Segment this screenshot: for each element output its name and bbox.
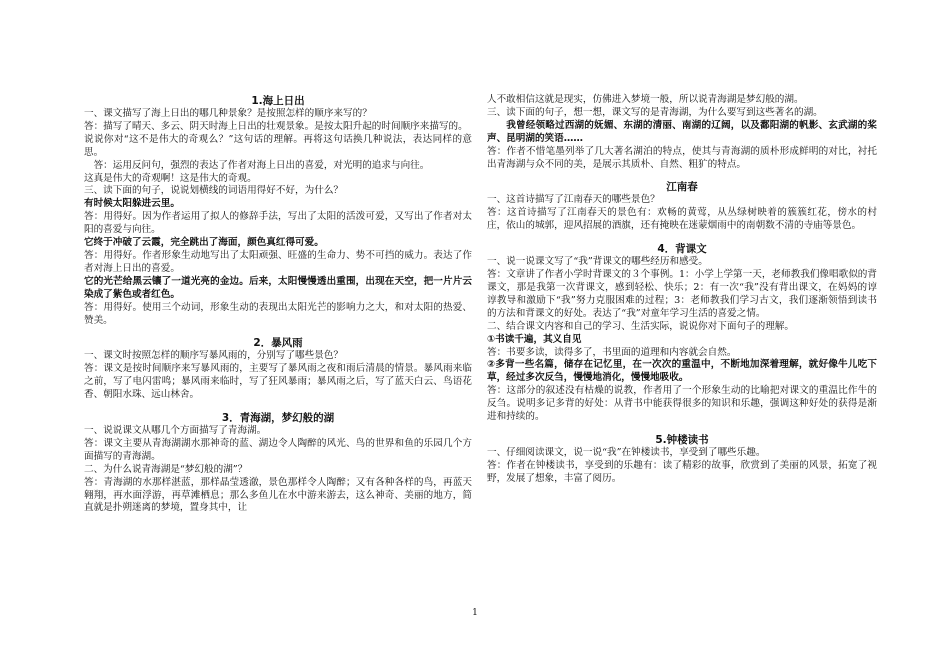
- quoted-sentence: 它终于冲破了云霞，完全跳出了海面，颜色真红得可爱。: [84, 237, 324, 249]
- section-title: 4．背课文: [657, 243, 707, 256]
- paragraph: 二、结合课文内容和自己的学习、生活实际，说说你对下面句子的理解。: [487, 320, 794, 332]
- quoted-sentence: 有时候太阳躲进云里。: [84, 198, 180, 210]
- section-title: 3．青海湖，梦幻般的湖: [221, 412, 335, 425]
- section-gap: [487, 171, 877, 180]
- paragraph: 二、为什么说青海湖是“梦幻般的湖”？: [84, 463, 248, 475]
- paragraph: 人不敢相信这就是现实，仿佛进入梦境一般，所以说青海湖是梦幻般的湖。: [487, 94, 804, 105]
- paragraph: 答：书要多读，读得多了，书里面的道理和内容就会自然。: [487, 346, 737, 358]
- section-title: 5.钟楼读书: [655, 433, 709, 446]
- quoted-sentence: 我曾经领略过西湖的妩媚、东湖的清丽、南湖的辽阔，以及鄱阳湖的帆影、玄武湖的桨声、昆明湖的笑语……: [487, 119, 877, 144]
- page-number: 1: [472, 608, 478, 618]
- paragraph: 一、说说课文从哪几个方面描写了青海湖。: [84, 425, 267, 437]
- section-title: 1.海上日出: [251, 95, 305, 107]
- quoted-sentence: ①书读千遍，其义自见: [487, 333, 582, 345]
- paragraph: 答：作者不惜笔墨列举了几大著名湖泊的特点，使其与青海湖的质朴形成鲜明的对比，衬托出青海湖与众不同的美，是展示其质朴、自然、粗犷的特点。: [487, 145, 877, 170]
- paragraph: 答：这部分的叙述没有枯燥的说教，作者用了一个形象生动的比喻把对课文的重温比作牛的反刍。说明多记多背的好处：从背书中能获得很多的知识和乐趣，强调这种好处的获得是渐进和持续的。: [487, 385, 877, 423]
- paragraph: 答：作者在钟楼读书，享受到的乐趣有：读了精彩的故事，欣赏到了美丽的风景，拓宽了视野，发展了想象，丰富了阅历。: [487, 459, 877, 484]
- paragraph: 答：用得好。作者形象生动地写出了太阳顽强、旺盛的生命力、势不可挡的威力。表达了作者对海上日出的喜爱。: [84, 249, 472, 274]
- section-title: 江南春: [666, 181, 698, 194]
- quoted-sentence: 它的光芒给黑云镶了一道光亮的金边。后来，太阳慢慢透出重围，出现在天空，把一片片云染成了紫色或者红色。: [84, 275, 472, 300]
- paragraph: 答：用得好。因为作者运用了拟人的修辞手法，写出了太阳的活泼可爱，又写出了作者对太阳的喜爱与向往。: [84, 211, 472, 236]
- paragraph: 答：运用反问句，强烈的表达了作者对海上日出的喜爱，对光明的追求与向往。: [84, 159, 430, 171]
- paragraph: 答：这首诗描写了江南春天的景色有：欢畅的黄莺，从丛绿树映着的簇簇红花，傍水的村庄，依山的城郭，迎风招展的酒旗，还有掩映在迷蒙烟雨中的南朝数不清的寺庙等景色。: [487, 207, 877, 232]
- paragraph: 一、课文描写了海上日出的哪几种景象？是按照怎样的顺序来写的？: [84, 108, 372, 119]
- paragraph: 三、读下面的句子，说说划横线的词语用得好不好，为什么？: [84, 185, 344, 197]
- paragraph: 答：描写了晴天、多云、阴天时海上日出的壮观景象。是按太阳升起的时间顺序来描写的。: [84, 120, 468, 132]
- section-title: 2．暴风雨: [253, 337, 303, 350]
- paragraph: 一、这首诗描写了江南春天的哪些景色？: [487, 194, 660, 206]
- paragraph: 一、仔细阅读课文，说一说“我”在钟楼读书，享受到了哪些乐趣。: [487, 446, 766, 458]
- paragraph: 三、读下面的句子，想一想，课文写的是青海湖，为什么要写到这些著名的湖。: [487, 106, 823, 118]
- right-column: [487, 94, 877, 486]
- section-gap: [84, 402, 472, 411]
- paragraph: 答：课文是按时间顺序来写暴风雨的，主要写了暴风雨之夜和雨后清晨的情景。暴风雨来临之前，写了电闪雷鸣；暴风雨来临时，写了狂风暴雨；暴风雨之后，写了蓝天白云、鸟语花香、朝阳水珠、远山林舍。: [84, 363, 472, 401]
- paragraph: 答：课文主要从青海湖湖水那神奇的蓝、湖边令人陶醉的风光、鸟的世界和鱼的乐园几个方面描写的青海湖。: [84, 437, 472, 462]
- section-gap: [84, 327, 472, 336]
- paragraph: 这真是伟大的奇观啊！这是伟大的奇观。: [84, 172, 257, 184]
- quoted-sentence: ②多背一些名篇，储存在记忆里，在一次次的重温中，不断地加深着理解，就好像牛儿吃下草，经过多次反刍，慢慢地消化，慢慢地吸收。: [487, 359, 877, 384]
- paragraph: 答：青海湖的水那样湛蓝，那样晶莹透澈，景色那样令人陶醉；又有各种各样的鸟，再蓝天翱翔，再水面浮游，再草滩栖息；那么多鱼儿在水中游来游去，这么神奇、美丽的地方，简直就是扑朔迷离的梦境，置身其中，让: [84, 476, 472, 514]
- paragraph: 一、课文时按照怎样的顺序写暴风雨的，分别写了哪些景色？: [84, 350, 344, 362]
- left-column: [84, 94, 472, 515]
- paragraph: 答：用得好。使用三个动词，形象生动的表现出太阳光芒的影响力之大，和对太阳的热爱、赞美。: [84, 301, 472, 326]
- paragraph: 一、说一说课文写了“我”背课文的哪些经历和感受。: [487, 256, 708, 268]
- section-gap: [487, 233, 877, 242]
- paragraph: 说说你对“这不是伟大的奇观么？”这句话的理解。再将这句话换几种说法，表达同样的意思。: [84, 133, 472, 158]
- section-gap: [487, 424, 877, 433]
- paragraph: 答：文章讲了作者小学时背课文的３个事例。1：小学上学第一天，老师教我们像唱歌似的背课文，那是我第一次背课文，感到轻松、快乐；2：有一次“我”没有背出课文，在妈妈的谆谆教导和激励下“我”努力克服困难的过程；3：老师教我们学习古文，我们逐渐领悟到读书的方法和背课文的好处。表达了“我”对童年学习生活的喜爱之情。: [487, 269, 877, 319]
